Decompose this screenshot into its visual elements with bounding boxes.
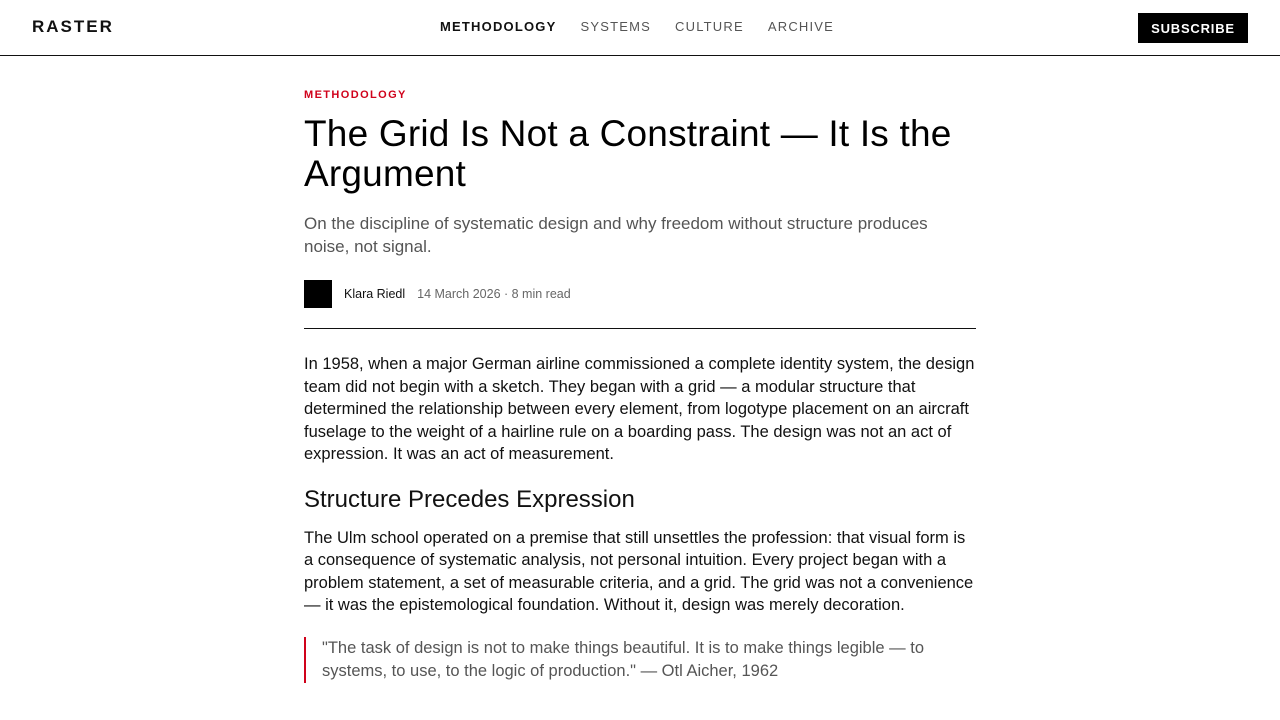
article-meta: 14 March 2026 · 8 min read bbox=[417, 287, 571, 301]
divider bbox=[304, 328, 976, 329]
article-category[interactable]: METHODOLOGY bbox=[304, 89, 407, 101]
brand-logo[interactable]: RASTER bbox=[32, 17, 114, 36]
paragraph: In 1958, when a major German airline commissioned a complete identity system, the design team did not begin with a sketch. They began with a grid — a modular structure that determined the relationship between every element, from logotype placement on an aircraft fuselage to the weight of a hairline rule on a boarding pass. The design was not an act of expression. It was an act of measurement. bbox=[304, 355, 975, 463]
subscribe-button[interactable]: SUBSCRIBE bbox=[1138, 13, 1248, 43]
author-name[interactable]: Klara Riedl bbox=[344, 287, 406, 301]
top-bar bbox=[0, 0, 1280, 56]
pull-quote: "The task of design is not to make things beautiful. It is to make things legible — to systems, to use, to the logic of production." — Otl Aicher, 1962 bbox=[304, 637, 976, 683]
article-body bbox=[304, 353, 976, 683]
article bbox=[304, 88, 976, 683]
section-heading: Structure Precedes Expression bbox=[304, 485, 635, 513]
byline bbox=[304, 280, 976, 308]
article-title: The Grid Is Not a Constraint — It Is the Argument bbox=[304, 113, 952, 194]
paragraph: The Ulm school operated on a premise that still unsettles the profession: that visual form is a consequence of systematic analysis, not personal intuition. Every project began with a problem statement, a set of measurable criteria, and a grid. The grid was not a convenience — it was the epistemological foundation. Without it, design was merely decoration. bbox=[304, 528, 974, 614]
nav-systems[interactable]: SYSTEMS bbox=[580, 19, 652, 34]
author-avatar bbox=[304, 280, 332, 308]
article-subtitle: On the discipline of systematic design and why freedom without structure produces noise, not signal. bbox=[304, 214, 928, 256]
nav-methodology[interactable]: METHODOLOGY bbox=[440, 19, 557, 34]
main-nav bbox=[440, 18, 834, 36]
nav-culture[interactable]: CULTURE bbox=[675, 19, 744, 34]
nav-archive[interactable]: ARCHIVE bbox=[767, 19, 835, 34]
